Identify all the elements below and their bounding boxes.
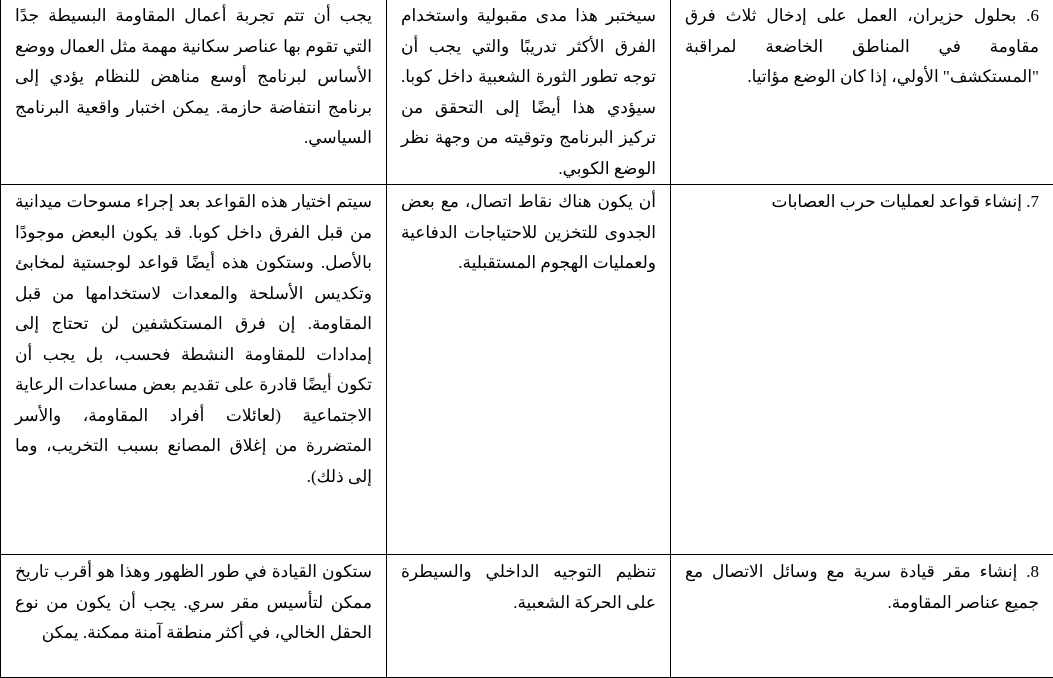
table-row <box>1 185 1053 555</box>
cell-text: سيختبر هذا مدى مقبولية واستخدام الفرق الأكثر تدريبًا والتي يجب أن توجه تطور الثورة الشعبية داخل كوبا. سيؤدي هذا أيضًا إلى التحقق من تركيز البرنامج وتوقيته من وجهة نظر الوضع الكوبي. <box>401 1 656 184</box>
cell-text: ستكون القيادة في طور الظهور وهذا هو أقرب تاريخ ممكن لتأسيس مقر سري. يجب أن يكون من نوع الحقل الخالي، في أكثر منطقة آمنة ممكنة. يمكن <box>15 557 372 649</box>
cell-text: 8. إنشاء مقر قيادة سرية مع وسائل الاتصال مع جميع عناصر المقاومة. <box>685 557 1039 618</box>
table-cell-objective <box>671 0 1053 185</box>
table-cell-objective <box>671 555 1053 678</box>
table-row <box>1 0 1053 185</box>
cell-text: تنظيم التوجيه الداخلي والسيطرة على الحركة الشعبية. <box>401 557 656 618</box>
cell-text: سيتم اختيار هذه القواعد بعد إجراء مسوحات ميدانية من قبل الفرق داخل كوبا. قد يكون البعض موجودًا بالأصل. وستكون هذه أيضًا قواعد لوجستية لمخابئ وتكديس الأسلحة والمعدات لاستخدامها من قبل المقاومة. إن فرق المستكشفين لن تحتاج إلى إمدادات للمقاومة النشطة فحسب، بل يجب أن تكون أيضًا قادرة على تقديم بعض مساعدات الرعاية الاجتماعية (لعائلات أفراد المقاومة، والأسر المتضررة من إغلاق المصانع بسبب التخريب، وما إلى ذلك). <box>15 187 372 492</box>
cell-text: يجب أن تتم تجربة أعمال المقاومة البسيطة جدًا التي تقوم بها عناصر سكانية مهمة مثل العمال ووضع الأساس لبرنامج أوسع مناهض للنظام يؤدي إلى برنامج انتفاضة حازمة. يمكن اختبار واقعية البرنامج السياسي. <box>15 1 372 154</box>
table-cell-remarks <box>1 0 387 185</box>
table-cell-purpose <box>387 555 671 678</box>
table-cell-objective <box>671 185 1053 555</box>
cell-text: 6. بحلول حزيران، العمل على إدخال ثلاث فرق مقاومة في المناطق الخاضعة لمراقبة "المستكشف" الأولي، إذا كان الوضع مؤاتيا. <box>685 1 1039 93</box>
table-cell-remarks <box>1 185 387 555</box>
table-row <box>1 555 1053 678</box>
cell-text: 7. إنشاء قواعد لعمليات حرب العصابات <box>685 187 1039 218</box>
table-cell-purpose <box>387 0 671 185</box>
table-cell-purpose <box>387 185 671 555</box>
cell-text: أن يكون هناك نقاط اتصال، مع بعض الجدوى للتخزين للاحتياجات الدفاعية ولعمليات الهجوم المستقبلية. <box>401 187 656 279</box>
table-cell-remarks <box>1 555 387 678</box>
